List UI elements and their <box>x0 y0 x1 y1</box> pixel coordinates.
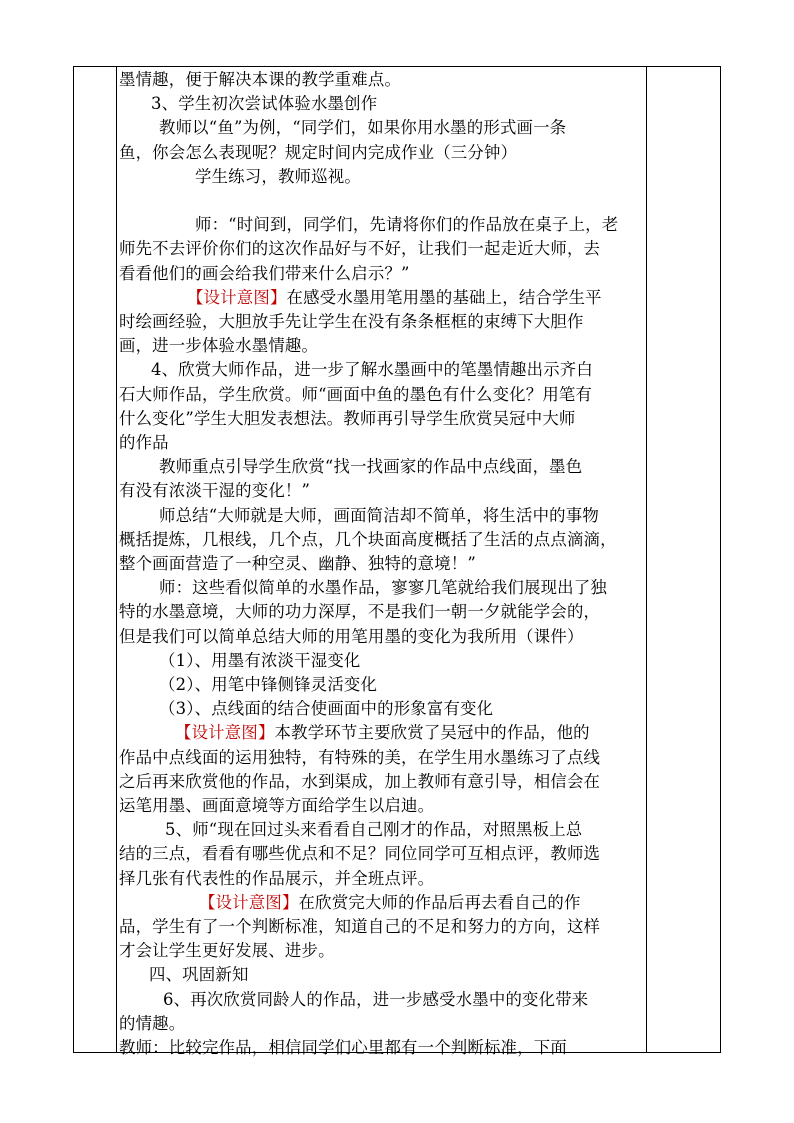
line-text: 结的三点，看看有哪些优点和不足？同位同学可互相点评，教师选 <box>119 844 601 864</box>
line-text: 的情趣。 <box>119 1013 186 1033</box>
text-line <box>119 697 493 721</box>
text-line <box>119 552 476 576</box>
line-text: 鱼，你会怎么表现呢？规定时间内完成作业（三分钟） <box>119 142 518 162</box>
line-text: 师先不去评价你们的这次作品好与不好，让我们一起走近大师，去 <box>119 239 601 259</box>
text-line <box>119 504 599 528</box>
text-line <box>119 286 602 310</box>
text-line <box>119 576 607 600</box>
line-text: 特的水墨意境，大师的功力深厚，不是我们一朝一夕就能学会的， <box>119 602 601 622</box>
line-text: 之后再来欣赏他的作品，水到渠成，加上教师有意引导，相信会在 <box>119 771 601 791</box>
line-text: 作品中点线面的运用独特，有特殊的美，在学生用水墨练习了点线 <box>119 747 601 767</box>
text-line <box>119 867 434 891</box>
line-text: 学生练习，教师巡视。 <box>195 166 361 186</box>
line-text: 教师以“鱼”为例，“同学们，如果你用水墨的形式画一条 <box>159 118 567 138</box>
line-text: 择几张有代表性的作品展示，并全班点评。 <box>119 868 435 888</box>
line-text: 墨情趣，便于解决本课的教学重难点。 <box>119 70 402 89</box>
line-text: 教师重点引导学生欣赏“找一找画家的作品中点线面，墨色 <box>159 457 583 477</box>
line-text: 有没有浓淡干湿的变化！” <box>119 481 311 501</box>
text-line <box>119 649 361 673</box>
line-text: 才会让学生更好发展、进步。 <box>119 941 335 961</box>
text-line <box>119 407 576 431</box>
line-text: 什么变化”学生大胆发表想法。教师再引导学生欣赏吴冠中大师 <box>119 408 576 428</box>
line-text: （3）、点线面的结合使画面中的形象富有变化 <box>159 699 494 719</box>
text-line <box>119 770 600 794</box>
line-text: 在感受水墨用笔用墨的基础上，结合学生平 <box>286 287 602 307</box>
text-line <box>119 746 600 770</box>
line-text: 时绘画经验，大胆放手先让学生在没有条条框框的束缚下大胆作 <box>119 312 584 331</box>
text-line <box>119 455 582 479</box>
text-line <box>119 431 169 455</box>
line-text: 3、学生初次尝试体验水墨创作 <box>151 94 378 114</box>
text-line <box>119 68 401 92</box>
table-right-column <box>646 66 721 1053</box>
text-line <box>119 818 582 842</box>
line-text: 但是我们可以简单总结大师的用笔用墨的变化为我所用（课件） <box>119 626 584 646</box>
text-line <box>119 842 600 866</box>
line-text: 教师：比较完作品，相信同学们心里都有一个判断标准，下面 <box>119 1038 567 1057</box>
text-line <box>119 1036 567 1060</box>
design-intent-label: 【设计意图】 <box>175 723 275 743</box>
line-text: 师：“时间到，同学们，先请将你们的作品放在桌子上，老 <box>195 215 619 235</box>
text-line <box>119 625 584 649</box>
text-line <box>119 165 361 189</box>
text-line <box>119 891 581 915</box>
line-text: 整个画面营造了一种空灵、幽静、独特的意境！” <box>119 554 476 573</box>
text-line <box>119 915 600 939</box>
text-line <box>119 92 377 116</box>
line-text: 四、巩固新知 <box>149 965 249 985</box>
line-text: 品，学生有了一个判断标准，知道自己的不足和努力的方向，这样 <box>119 917 601 936</box>
line-text: 画，进一步体验水墨情趣。 <box>119 336 319 356</box>
line-text: 师：这些看似简单的水墨作品，寥寥几笔就给我们展现出了独 <box>159 578 607 598</box>
text-line <box>119 794 434 818</box>
text-line <box>119 116 566 140</box>
text-line <box>119 939 335 963</box>
line-text: 的作品 <box>119 433 169 452</box>
text-line <box>119 721 590 745</box>
table-left-column <box>73 66 117 1053</box>
line-text: 师总结“大师就是大师，画面简洁却不简单，将生活中的事物 <box>159 505 599 525</box>
line-text: 5、师“现在回过头来看看自己刚才的作品，对照黑板上总 <box>165 820 583 840</box>
text-line <box>119 479 310 503</box>
line-text: 在欣赏完大师的作品后再去看自己的作 <box>298 892 581 912</box>
text-line <box>119 141 517 165</box>
text-line <box>119 600 600 624</box>
text-line <box>119 334 318 358</box>
text-line <box>119 988 588 1012</box>
text-line <box>119 963 249 987</box>
text-line <box>119 262 410 286</box>
line-text: 运笔用墨、画面意境等方面给学生以启迪。 <box>119 796 435 815</box>
line-text: 4、欣赏大师作品，进一步了解水墨画中的笔墨情趣出示齐白 <box>151 360 593 380</box>
line-text: 看看他们的画会给我们带来什么启示？” <box>119 263 410 283</box>
text-line <box>119 237 600 261</box>
text-line <box>119 673 377 697</box>
text-line <box>119 1012 185 1036</box>
line-text: （1）、用墨有浓淡干湿变化 <box>159 650 361 670</box>
line-text: （2）、用笔中锋侧锋灵活变化 <box>159 675 378 694</box>
design-intent-label: 【设计意图】 <box>187 287 287 307</box>
text-line <box>119 310 584 334</box>
text-line <box>119 528 617 552</box>
line-text: 石大师作品，学生欣赏。师“画面中鱼的墨色有什么变化？用笔有 <box>119 384 593 404</box>
design-intent-label: 【设计意图】 <box>199 892 299 912</box>
text-line <box>119 383 592 407</box>
text-line <box>119 358 593 382</box>
line-text: 概括提炼，几根线，几个点，几个块面高度概括了生活的点点滴滴， <box>119 529 617 549</box>
line-text: 本教学环节主要欣赏了吴冠中的作品，他的 <box>274 723 590 743</box>
text-line <box>119 213 618 237</box>
line-text: 6、再次欣赏同龄人的作品，进一步感受水墨中的变化带来 <box>163 989 589 1009</box>
